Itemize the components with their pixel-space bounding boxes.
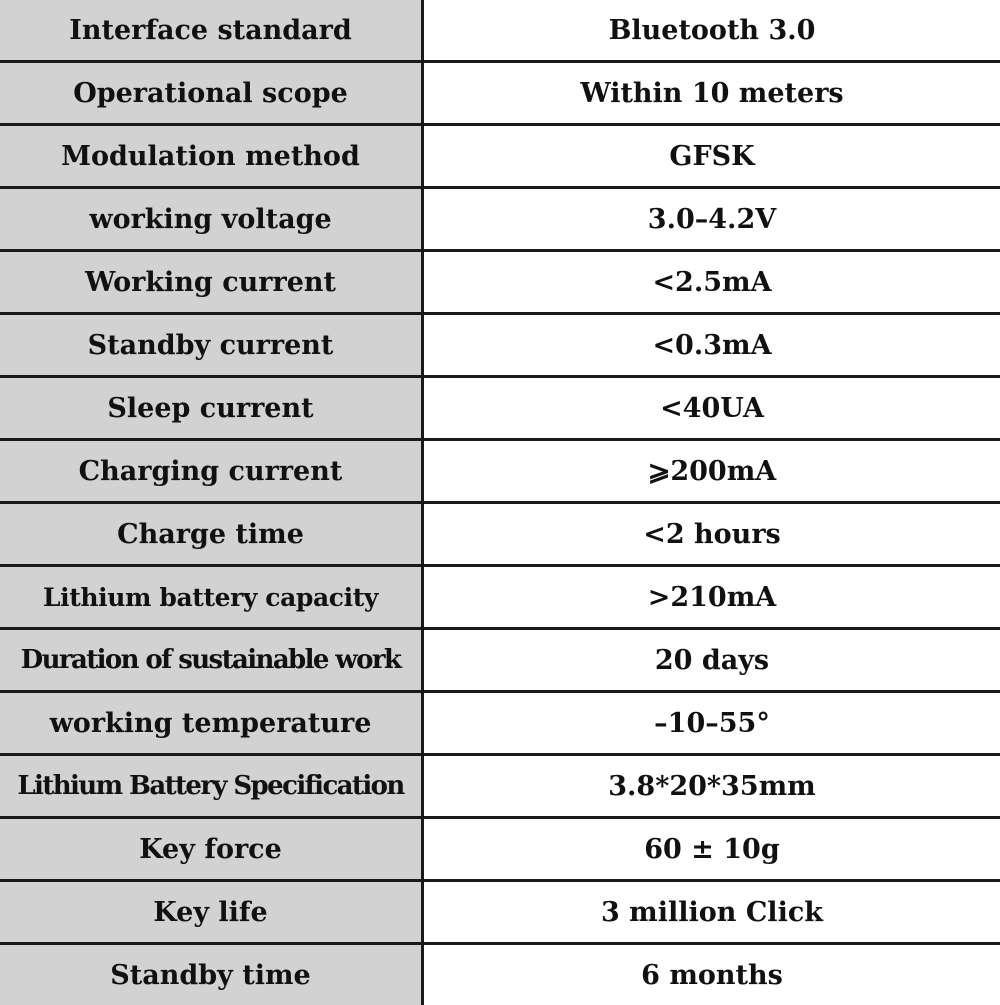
charge-time-value: <2 hours: [423, 503, 1000, 566]
table-row: [0, 944, 1000, 1005]
table-row: [0, 503, 1000, 566]
key-force-label: Key force: [0, 818, 423, 881]
table-row: [0, 0, 1000, 62]
table-row: [0, 881, 1000, 944]
key-life-value: 3 million Click: [423, 881, 1000, 944]
table-row: [0, 629, 1000, 692]
charge-time-label: Charge time: [0, 503, 423, 566]
table-row: [0, 314, 1000, 377]
working-current-value: <2.5mA: [423, 251, 1000, 314]
working-voltage-label: working voltage: [0, 188, 423, 251]
table-row: [0, 188, 1000, 251]
operational-scope-label: Operational scope: [0, 62, 423, 125]
charging-current-label: Charging current: [0, 440, 423, 503]
table-row: [0, 692, 1000, 755]
sustainable-work-duration-label: Duration of sustainable work: [0, 629, 423, 692]
key-force-value: 60 ± 10g: [423, 818, 1000, 881]
standby-time-label: Standby time: [0, 944, 423, 1005]
sleep-current-label: Sleep current: [0, 377, 423, 440]
battery-capacity-value: >210mA: [423, 566, 1000, 629]
working-current-label: Working current: [0, 251, 423, 314]
modulation-method-label: Modulation method: [0, 125, 423, 188]
sleep-current-value: <40UA: [423, 377, 1000, 440]
standby-current-value: <0.3mA: [423, 314, 1000, 377]
table-row: [0, 566, 1000, 629]
charging-current-value: ⩾200mA: [423, 440, 1000, 503]
standby-time-value: 6 months: [423, 944, 1000, 1005]
modulation-method-value: GFSK: [423, 125, 1000, 188]
working-temperature-label: working temperature: [0, 692, 423, 755]
table-row: [0, 62, 1000, 125]
table-row: [0, 251, 1000, 314]
interface-standard-value: Bluetooth 3.0: [423, 0, 1000, 62]
table-row: [0, 818, 1000, 881]
table-row: [0, 440, 1000, 503]
table-row: [0, 125, 1000, 188]
table-row: [0, 377, 1000, 440]
table-row: [0, 755, 1000, 818]
interface-standard-label: Interface standard: [0, 0, 423, 62]
working-temperature-value: –10–55°: [423, 692, 1000, 755]
operational-scope-value: Within 10 meters: [423, 62, 1000, 125]
standby-current-label: Standby current: [0, 314, 423, 377]
key-life-label: Key life: [0, 881, 423, 944]
battery-specification-label: Lithium Battery Specification: [0, 755, 423, 818]
sustainable-work-duration-value: 20 days: [423, 629, 1000, 692]
battery-capacity-label: Lithium battery capacity: [0, 566, 423, 629]
battery-specification-value: 3.8*20*35mm: [423, 755, 1000, 818]
working-voltage-value: 3.0–4.2V: [423, 188, 1000, 251]
